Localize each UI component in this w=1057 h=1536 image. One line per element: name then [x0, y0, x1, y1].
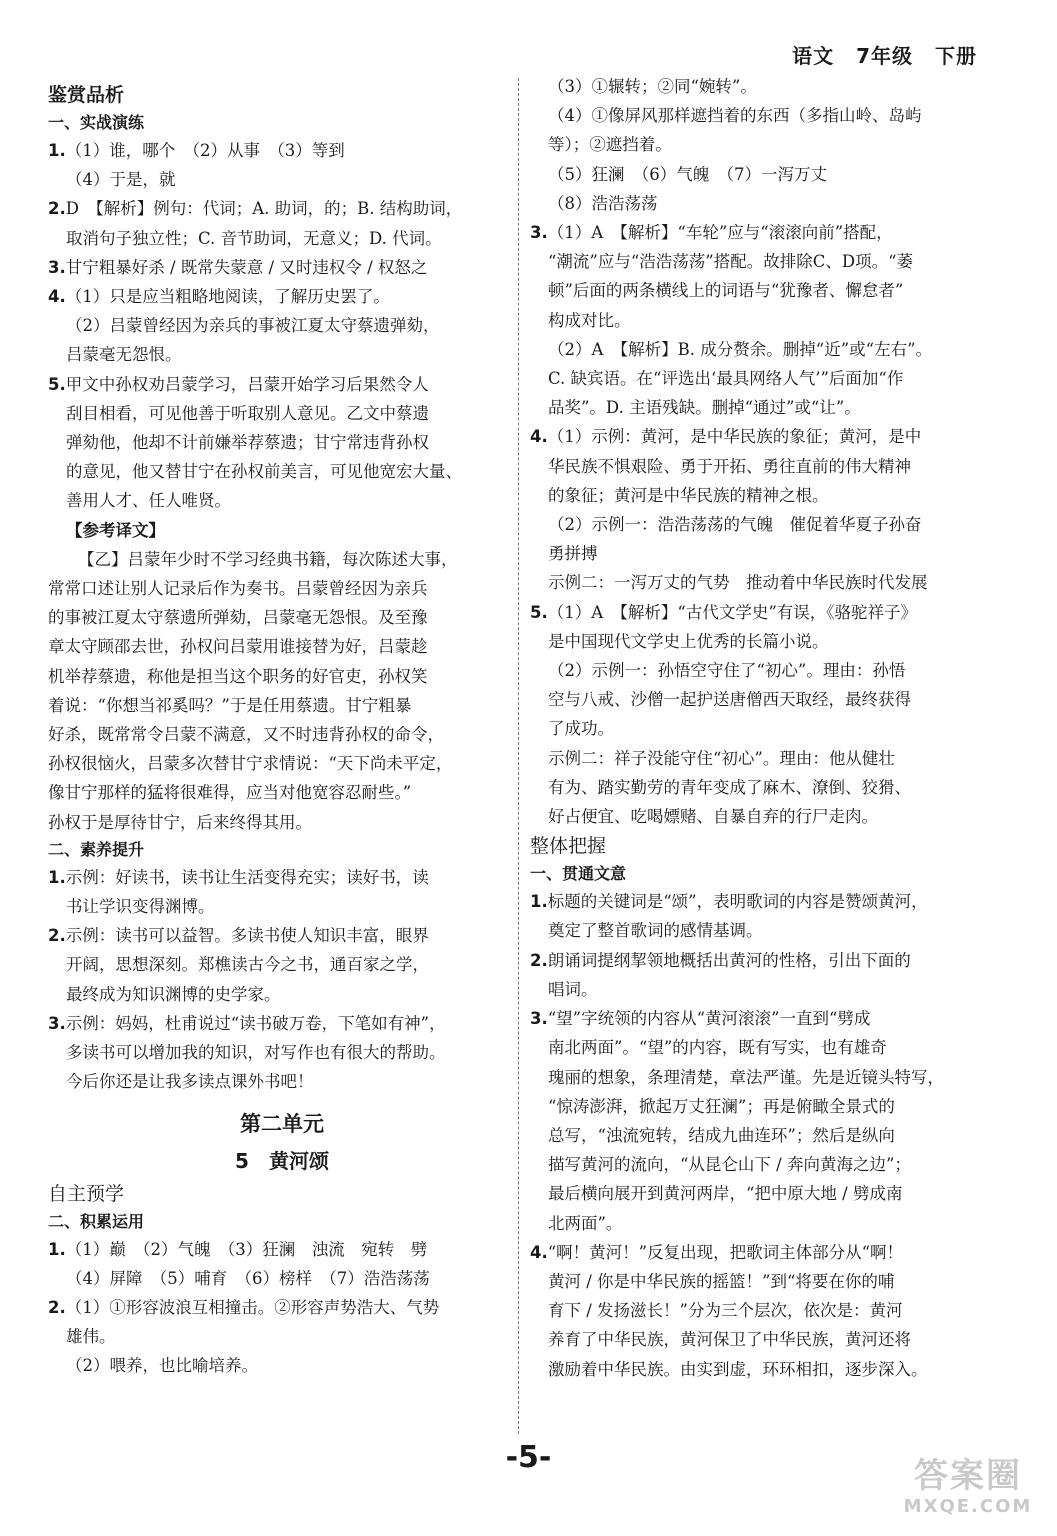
grade-label: 7年级: [856, 44, 913, 68]
text-line: 黄河 / 你是中华民族的摇篮！”到“将要在你的哺: [548, 1271, 895, 1291]
volume-label: 下册: [935, 44, 977, 68]
answer-text: D 【解析】例句：代词；A. 助词，的；B. 结构助词，: [65, 199, 463, 219]
text-line: （8）浩浩荡荡: [548, 193, 658, 213]
answer-text: （1）只是应当粗略地阅读，了解历史罢了。: [65, 287, 390, 307]
text-line: 养育了中华民族，黄河保卫了中华民族，黄河还将: [548, 1330, 911, 1350]
text-line: （2）A 【解析】B. 成分赘余。删掉“近”或“左右”。: [548, 339, 933, 359]
text-line: 的事被江夏太守蔡遗所弹劾，吕蒙毫无怨恨。及至豫: [48, 608, 428, 628]
text-line: 孙权于是厚待甘宁，后来终得其用。: [48, 812, 312, 832]
answer-line: [530, 887, 1000, 916]
text-line: 吕蒙毫无怨恨。: [66, 345, 182, 365]
answer-line: [48, 253, 516, 282]
text-line: 【参考译文】: [66, 520, 165, 540]
subsection-heading: 一、实战演练: [48, 113, 145, 132]
text-line: 示例二：祥子没能守住“初心”。理由：他从健壮: [548, 748, 895, 768]
text-line: 像甘宁那样的猛将很难得，应当对他宽容忍耐些。”: [48, 783, 412, 803]
text-line: 取消句子独立性；C. 音节助词，无意义；D. 代词。: [66, 228, 442, 248]
text-line: 瑰丽的想象，条理清楚，章法严谨。先是近镜头特写，: [548, 1067, 944, 1087]
text-line: 【乙】吕蒙年少时不学习经典书籍，每次陈述大事，: [78, 549, 458, 569]
question-number: 3.: [48, 1013, 66, 1033]
answer-line: [48, 370, 516, 399]
question-number: 5.: [530, 602, 548, 622]
answer-line: [48, 194, 516, 223]
text-line: 等）；②遮挡着。: [548, 135, 672, 155]
text-line: 开阔，思想深刻。郑樵读古今之书，通百家之学，: [66, 955, 429, 975]
text-line: 了成功。: [548, 719, 614, 739]
question-number: 3.: [48, 257, 66, 277]
question-number: 1.: [530, 892, 548, 912]
text-line: （2）吕蒙曾经因为亲兵的事被江夏太守蔡遗弹劾，: [66, 316, 440, 336]
watermark-logo: [893, 1456, 1043, 1526]
text-line: 描写黄河的流向，“从昆仑山下 / 奔向黄海之边”；: [548, 1155, 911, 1175]
section-heading: 鉴赏品析: [48, 84, 125, 106]
answer-text: （1）A 【解析】“车轮”应与“滚滚向前”搭配，: [547, 223, 893, 243]
answer-line: [530, 422, 1000, 451]
text-line: （5）狂澜 （6）气魄 （7）一泻万丈: [548, 164, 827, 184]
section-heading: 整体把握: [530, 835, 607, 858]
answer-text: 朗诵词提纲挈领地概括出黄河的性格，引出下面的: [547, 950, 911, 970]
text-line: 最后横向展开到黄河两岸，“把中原大地 / 劈成南: [548, 1184, 903, 1204]
text-line: 孙权很恼火，吕蒙多次替甘宁求情说：“天下尚未平定，: [48, 754, 453, 774]
text-line: 机举荐蔡遗，称他是担当这个职务的好官吏，孙权笑: [48, 666, 428, 686]
answer-line: [48, 1009, 516, 1038]
unit-title: 第二单元: [240, 1111, 324, 1136]
subsection-heading: 二、素养提升: [48, 839, 145, 859]
text-line: （4）①像屏风那样遮挡着的东西（多指山岭、岛屿: [548, 106, 922, 126]
text-line: 常常口述让别人记录后作为奏书。吕蒙曾经因为亲兵: [48, 579, 428, 599]
answer-line: [48, 1235, 516, 1264]
answer-text: “啊！黄河！”反复出现，把歌词主体部分从“啊！: [547, 1242, 904, 1262]
answer-text: 示例：好读书，读书让生活变得充实；读好书，读: [65, 867, 429, 887]
text-line: 最终成为知识渊博的史学家。: [66, 984, 281, 1004]
answer-text: 甲文中孙权劝吕蒙学习，吕蒙开始学习后果然令人: [65, 374, 429, 394]
question-number: 1.: [48, 1239, 66, 1259]
question-number: 3.: [530, 223, 548, 243]
subsection-heading: 二、积累运用: [48, 1211, 145, 1231]
answer-text: 标题的关键词是“颂”，表明歌词的内容是赞颂黄河，: [547, 892, 928, 912]
column-divider: [518, 78, 519, 1434]
answer-line: [48, 282, 516, 311]
answer-line: [48, 863, 516, 892]
text-line: 示例二：一泻万丈的气势 推动着中华民族时代发展: [548, 573, 928, 593]
text-line: 品奖”。D. 主语残缺。删掉“通过”或“让”。: [548, 398, 861, 418]
text-line: 空与八戒、沙僧一起护送唐僧西天取经，最终获得: [548, 690, 911, 710]
answer-line: [48, 1293, 516, 1322]
text-line: 激励着中华民族。由实到虚，环环相扣，逐步深入。: [548, 1359, 928, 1379]
text-line: 南北两面”。“望”的内容，既有写实，也有雄奇: [548, 1038, 887, 1058]
text-line: 今后你还是让我多读点课外书吧！: [66, 1072, 314, 1092]
text-line: 着说：“你想当祁奚吗？”于是任用蔡遗。甘宁粗暴: [48, 695, 412, 715]
text-line: 有为、踏实勤劳的青年变成了麻木、潦倒、狡猾、: [548, 777, 911, 797]
text-line: （2）喂养，也比喻培养。: [66, 1356, 258, 1376]
text-line: 构成对比。: [548, 310, 631, 330]
question-number: 5.: [48, 374, 66, 394]
text-line: 是中国现代文学史上优秀的长篇小说。: [548, 631, 829, 651]
watermark-text: 答案圈: [914, 1456, 1022, 1496]
text-line: 刮目相看，可见他善于听取别人意见。乙文中蔡遗: [66, 403, 429, 423]
text-line: 好杀，既常常令吕蒙不满意，又不时违背孙权的命令，: [48, 725, 444, 745]
text-line: 育下 / 发扬滋长！”分为三个层次，依次是：黄河: [548, 1301, 903, 1321]
text-line: “惊涛澎湃，掀起万丈狂澜”；再是俯瞰全景式的: [548, 1096, 895, 1116]
question-number: 4.: [48, 287, 66, 307]
question-number: 2.: [530, 950, 548, 970]
text-line: 弹劾他，他却不计前嫌举荐蔡遗；甘宁常违背孙权: [66, 433, 429, 453]
question-number: 4.: [530, 1242, 548, 1262]
text-line: 的意见，他又替甘宁在孙权前美言，可见他宽宏大量、: [66, 462, 462, 482]
text-line: （4）屏障 （5）哺育 （6）榜样 （7）浩浩荡荡: [66, 1268, 430, 1288]
text-line: C. 缺宾语。在“评选出‘最具网络人气’”后面加“作: [548, 369, 904, 389]
answer-line: [530, 218, 1000, 247]
answer-line: [530, 598, 1000, 627]
text-line: 的象征；黄河是中华民族的精神之根。: [548, 485, 829, 505]
text-line: “潮流”应与“浩浩荡荡”搭配。故排除C、D项。“萎: [548, 252, 914, 272]
answer-text: （1）谁，哪个 （2）从事 （3）等到: [65, 141, 345, 160]
subsection-heading: 一、贯通文意: [530, 864, 627, 884]
right-column: [530, 72, 1000, 1384]
text-line: （3）①辗转；②同“婉转”。: [548, 77, 757, 96]
text-line: 章太守顾邵去世，孙权问吕蒙用谁接替为好，吕蒙趁: [48, 637, 428, 657]
text-line: 奠定了整首歌词的感情基调。: [548, 921, 763, 941]
answer-line: [530, 1238, 1000, 1267]
answer-line: [48, 136, 516, 165]
question-number: 4.: [530, 427, 548, 447]
answer-line: [48, 921, 516, 950]
text-line: 书让学识变得渊博。: [66, 897, 215, 917]
question-number: 2.: [48, 1297, 66, 1317]
answer-text: （1）①形容波浪互相撞击。②形容声势浩大、气势: [65, 1297, 440, 1317]
answer-text: 示例：读书可以益智。多读书使人知识丰富，眼界: [65, 926, 429, 946]
text-line: （2）示例一：孙悟空守住了“初心”。理由：孙悟: [548, 661, 906, 681]
answer-text: （1）示例：黄河，是中华民族的象征；黄河，是中: [547, 427, 922, 447]
question-number: 3.: [530, 1009, 548, 1029]
text-line: 顿”后面的两条横线上的词语与“犹豫者、懈怠者”: [548, 281, 904, 301]
watermark-url: MXQE.COM: [903, 1496, 1033, 1517]
answer-text: 甘宁粗暴好杀 / 既常失蒙意 / 又时违权令 / 权怒之: [65, 257, 428, 277]
text-line: 华民族不惧艰险、勇于开拓、勇往直前的伟大精神: [548, 456, 911, 476]
text-line: （2）示例一：浩浩荡荡的气魄 催促着华夏子孙奋: [548, 515, 922, 535]
section-heading: 自主预学: [48, 1182, 125, 1205]
question-number: 1.: [48, 867, 66, 887]
left-column: [48, 80, 516, 1381]
text-line: 多读书可以增加我的知识，对写作也有很大的帮助。: [66, 1043, 446, 1063]
subject-label: 语文: [792, 44, 835, 68]
answer-text: （1）巅 （2）气魄 （3）狂澜 浊流 宛转 劈: [65, 1239, 428, 1259]
page-header: [770, 40, 977, 69]
answer-text: 示例：妈妈，杜甫说过“读书破万卷，下笔如有神”，: [65, 1013, 446, 1033]
text-line: 唱词。: [548, 979, 598, 999]
text-line: 勇拼搏: [548, 544, 598, 564]
text-line: 善用人才、任人唯贤。: [66, 491, 231, 511]
answer-line: [530, 1004, 1000, 1033]
lesson-title: 5 黄河颂: [235, 1148, 329, 1173]
text-line: （4）于是，就: [66, 170, 176, 190]
question-number: 1.: [48, 141, 66, 160]
answer-line: [530, 946, 1000, 975]
text-line: 北两面”。: [548, 1213, 623, 1233]
answer-text: “望”字统领的内容从“黄河滚滚”一直到“劈成: [547, 1009, 871, 1029]
page-number: -5-: [505, 1440, 552, 1475]
text-line: 好占便宜、吃喝嫖赌、自暴自弃的行尸走肉。: [548, 807, 878, 827]
text-line: 雄伟。: [66, 1327, 116, 1347]
text-line: 总写，“浊流宛转，结成九曲连环”；然后是纵向: [548, 1125, 895, 1145]
question-number: 2.: [48, 926, 66, 946]
answer-text: （1）A 【解析】“古代文学史”有误，《骆驼祥子》: [547, 602, 918, 622]
question-number: 2.: [48, 199, 66, 219]
